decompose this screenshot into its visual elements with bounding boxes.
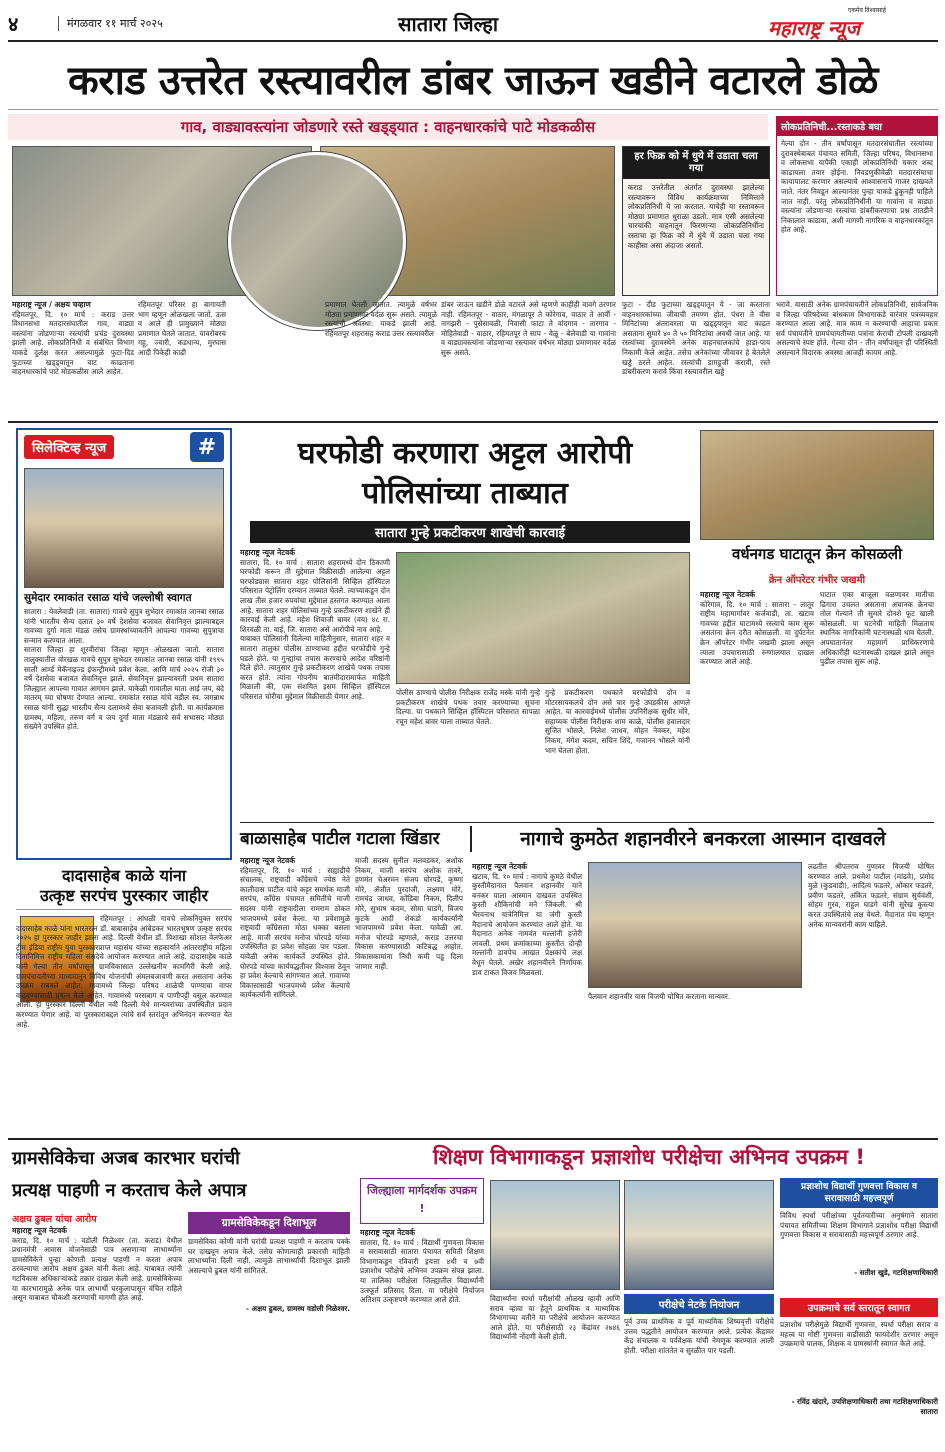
lead-headline-band: [8, 48, 938, 110]
politics-text: रहिमतपूर, दि. १० मार्च : सह्याद्रीचे संचालक, राष्ट्रवादी काँग्रेसचे ज्येष्ठ नेते कालीदास पाटील यांचे कट्टर समर्थक माजी सरपंच, काँग्रेस पंचायत समितीचे माजी सदस्य यांनी राष्ट्रवादीला रामराम ठोकत भाजपमध्ये प्रवेश केला. या प्रवेशामुळे राष्ट्रवादी काँग्रेसला मोठा धक्का बसला आहे. माजी सरपंच मनोज घोरपडे यांच्या उपस्थितीत हा प्रवेश सोहळा पार पडला. यावेळी अनेक कार्यकर्ते उपस्थित होते. घोरपडे यांच्या कार्यपद्धतीवर विश्वास ठेवून हा प्रवेश केल्याचे सांगण्यात आले. गावाच्या विकासासाठी भाजपमध्ये प्रवेश केल्याचे कार्यकर्त्यांनी सांगितले.: [240, 865, 350, 1000]
exam-box-2-title: प्रज्ञाशोध विद्यार्थी गुणवत्ता विकास व सरावासाठी महत्त्वपूर्ण: [780, 1178, 938, 1208]
arrest-subhead-text: सातारा गुन्हे प्रकटीकरण शाखेची कारवाई: [375, 526, 565, 541]
crane-body-text: कोरेगाव, दि. १० मार्च : सातारा - लातूर राष्ट्रीय महामार्गावर कर्जवाडी, ता. खटाव गावच्या हद्दीत घाटामध्ये रस्त्याचे काम सुरू असताना क्रेन दरीत कोसळली. या दुर्घटनेत क्रेन ऑपरेटर गंभीर जखमी झाला असून त्याला उपचारासाठी रुग्णालयात दाखल करण्यात आले आहे. घाटात एका बाजूला वळणावर मातीचा ढिगारा उचलत असताना अचानक क्रेनचा तोल गेल्याने ती सुमारे दोनशे फूट खाली कोसळली. या घटनेची माहिती मिळताच स्थानिक नागरिकांनी घटनास्थळी धाव घेतली. अपघातानंतर महामार्ग प्राधिकरणाचे अधिकारीही घटनास्थळी दाखल झाले असून पुढील तपास सुरू आहे.: [700, 590, 934, 667]
right-box: [776, 116, 938, 296]
selective-title-bar: [18, 430, 230, 464]
wrestling-byline: महाराष्ट्र न्यूज नेटवर्क: [472, 862, 528, 871]
lead-col-2: रहिमतपूर परिसर हा बागायती भाग म्हणून ओळखला जातो. ऊस व आले ही प्रामुख्याने मोठ्या प्रमाणात घेतले जातात. यावरोबरच गहू, ज्वारी, कडधान्य, मुरघास आदी पिकेही काढी: [138, 300, 226, 357]
exam-box-1-title: परीक्षेचे नेटके नियोजन: [624, 1294, 774, 1314]
gramsevika-signature: - अक्षय ढुबल, ग्रामस्थ वडोली निळेश्वर.: [246, 1304, 350, 1313]
exam-box-2-body: विविध स्पर्धा परीक्षांच्या पूर्वतयारीच्या अनुषंगाने सातारा पंचायत समितीच्या शिक्षण विभागाने प्रज्ञाशोध परीक्षा विद्यार्थी गुणवत्ता विकास व सरावासाठी महत्त्वपूर्ण ठरणार आहे.: [780, 1211, 938, 1240]
gramsevika-headline-1: ग्रामसेविकेचा अजब कारभार घरांची: [12, 1148, 240, 1169]
issue-date: मंगळवार ११ मार्च २०२५: [58, 16, 163, 31]
exam-box-3-title: उपक्रमाचे सर्व स्तरातून स्वागत: [780, 1298, 938, 1317]
arrest-subhead: [250, 521, 690, 543]
shikshan-col-1: [360, 1228, 484, 1446]
wrestling-caption: पैलवान शहानवीर यास विजयी घोषित करताना मान्यवर.: [588, 992, 731, 1001]
shikshan-side-head: जिल्ह्याला मार्गदर्शक उपक्रम !: [360, 1178, 484, 1224]
wrestling-headline: नागाचे कुमठेत शहानवीरने बनकरला आस्मान दाखवले: [470, 826, 934, 852]
lead-headline: कराड उत्तरेत रस्त्यावरील डांबर जाऊन खडीने वटारले डोळे: [68, 58, 878, 104]
award-headline-1: दादासाहेब काळे यांना: [61, 866, 187, 885]
selective-news: [16, 428, 232, 860]
crane-photo: [700, 430, 934, 540]
politics-headline: बाळासाहेब पाटील गटाला खिंडार: [240, 829, 440, 849]
lead-byline: महाराष्ट्र न्यूज / अक्षय चव्हाण: [12, 300, 91, 309]
exam-box-3-signature: - रविंद्र खंदारे, उपशिक्षणाधिकारी तथा गटशिक्षणाधिकारी सातारा: [791, 1397, 938, 1416]
lead-col-4: डांबर जाऊन खडीने डोळे वटारले असे म्हणणे काहीही वावगे ठरणार नाही. रहिमतपूर - वाठार, मंगळापूर ते कोरेगाव, वाठार ते आर्वी - नागझरी - पुसेसावळी, निवासी फाटा ते वांदगाव - तारगाव - मोहितेवाडी - वाठार, रहिमतपूर ते साप - वेळू - बेलेवाडी या गावांना व वाड्यावस्त्यांना जोडणाऱ्या रस्त्यावर वर्षभर मोठ्या प्रमाणावर वर्दळ सुरू असते.: [441, 300, 616, 357]
gramsevika-box-body: ग्रामसेविका कोणी यांनी घरांची प्रत्यक्ष पाहणी न करताच पक्के घर दाखवून अपात्र केले. तसेच कोणत्याही प्रकारची माहिती लाभार्थ्यांना दिली नाही. त्यामुळे लाभार्थ्यांची दिशाभूल झाली असल्याचे ढुबल यांनी सांगितले.: [188, 1237, 350, 1275]
politics-byline: महाराष्ट्र न्यूज नेटवर्क: [240, 856, 296, 865]
lead-col1-text: रहिमतपूर, दि. १० मार्च : कराड उत्तर विधानसभा मतदारसंघातील गाव, वाड्या वस्त्यांना जोडणाऱ्या रस्त्यांची प्रचंड दुरावस्था झाली आहे. लोकप्रतिनिधी व संबंधित विभाग याकडे दुर्लक्ष करत असल्यामुळे फुटा-दिड फुटाच्या खड्ड्यातून वाट काढताना वाहनधारकांचे पाटे मोडकळीस आले आहेत.: [12, 309, 134, 377]
exam-box-2-signature: - सतीश खुडे, गटशिक्षणाधिकारी: [854, 1268, 938, 1277]
selective-headline: सुमेदार रमाकांत रसाळ यांचे जल्लोषी स्वागत: [24, 592, 192, 604]
award-headline-2: उत्कृष्ट सरपंच पुरस्कार जाहीर: [16, 886, 232, 910]
crane-subhead: क्रेन ऑपरेटर गंभीर जखमी: [768, 575, 866, 586]
right-box-body-2: भरावे. यासाठी अनेक ग्रामपंचायतीने लोकप्रतिनिधी, सार्वजनिक व जिल्हा परिषदेच्या बांधकाम विभागाकडे वारंवार पत्रव्यवहार करण्यात आला आहे. मात्र काम न करण्याची आहाचा प्रकार सर्व पंचायतीने ग्रामपंचायतीच्या पत्रांना केराची टोपली दाखवली असल्याचे स्पष्ट होते. गेल्या दोन - तीन वर्षांपासून ही परिस्थिती असल्याने विदारक अवस्था आजही कायम आहे.: [776, 300, 938, 357]
hindi-quote-body: कराड उत्तरेतील अंतर्गत दुरावस्था झालेल्या रस्त्यावरून विविध कार्यक्रमाच्या निमित्ताने लोकप्रतिनिधी ये जा करतात. याचेही या रस्तावरून मोठ्या प्रमाणात धुराळा उडतो. मात्र एसी असलेल्या चारचाकी वाहनातून फिरणाऱ्या लोकप्रतिनिधींना रस्ताचा हा फिक्र को में धुंये में उडाता चला गया काहीसा असा अंदाजा असतो.: [628, 183, 764, 250]
lead-subhead: गाव, वाड्यावस्त्यांना जोडणारे रस्ते खड्ड्यात : वाहनधारकांचे पाटे मोडकळीस: [180, 118, 596, 136]
wrestling-col-3: लढतीत श्रीपतराव गुणावर विजयी घोषित करण्यात आले. प्रथमेश पाटील (मांढवे), प्रमोद मुळे (कुडवाडी), आदित्य फडतरे, ओंकार फडतरे, प्रवीण फडतरे, अंकित फडतरे, संग्राम सुर्यवंशी, सोहम गुरव, राहुल घाडगे यांनी सुरेख कुस्त्या करत उपस्थितांचे लक्ष वेधले. मैदानात पंच म्हणून अनेक मान्यवरांनी काम पाहिले.: [808, 862, 934, 929]
arrest-col-1: [240, 548, 390, 814]
shikshan-headline: शिक्षण विभागाकडून प्रज्ञाशोध परीक्षेचा अभिनव उपक्रम !: [433, 1145, 865, 1169]
divider-1: [8, 421, 938, 423]
gramsevika-box-title: ग्रामसेविकेकडून दिशाभूल: [188, 1212, 350, 1234]
award-body: रहिमतपूर : आंधळी गावचे लोकनियुक्त सरपंच दादासाहेब काळे यांना भारतरत्न डॉ. बाबासाहेब आंबेडकर भारतभूषण उत्कृष्ट सरपंच २०२५ हा पुरस्कार जाहीर झाला आहे. दिल्ली येथील डॉ. विशाखा सोशल वेलफेअर ट्रीम इंडिया राष्ट्रीय युवा पुरस्कारप्राप्त महासंघ यांच्या सहकार्याने आंतरराष्ट्रीय महिला दिनानिमित्त राष्ट्रीय महिला संसदेचे आयोजन करण्यात आले आहे. दादासाहेब काळे यांनी गेल्या तीन वर्षांपासून ग्रामविकासात उल्लेखनीय कामगिरी केली आहे. ग्रामपंचायतीच्या माध्यमातून विविध योजनांची अंमलबजावणी करत असताना अनेक उपक्रम राबवले आहेत. गावामध्ये जिल्हा परिषद शाळेची पाण्याचा वापर वाढवण्यासाठी प्रयत्न केले आहेत. गावामध्ये परसबाग व पाणीपट्टी वसूल करण्यात आली. हा पुरस्कार दिल्ली येथील नवी दिल्ली येथे मान्यवरांच्या उपस्थितीत प्रदान करण्यात येणार आहे. या पुरस्काराबद्दल त्यांचे सर्व स्तरांतून अभिनंदन करण्यात येत आहे.: [16, 914, 232, 1029]
exam-box-2: [780, 1178, 938, 1294]
selective-body: सातारा : येवलेवाडी (ता. सातारा) गावचे सुपुत्र सुभेदार रमाकांत जानबा रसाळ यांनी भारतीय सैन्य दलात ३० वर्षे देशसेवा बजावत सेवानिवृत्त झाल्याबद्दल गावच्या दुर्गा माता मंडळ तसेच ग्रामस्थांच्यावतीने आपल्या गावच्या सुपुत्राचा सन्मान करण्यात आला. सातारा जिल्हा हा शूरवीरांचा जिल्हा म्हणून ओळखला जातो. सातारा तालुक्यातील वोरखळ गावचे सुपुत्र सुभेदार रमाकांत जानबा रसाळ यांनी १९९५ साली आर्म्ड मेकॅनाइज्ड इंफन्ट्रीमध्ये प्रवेश केला. आणि मार्च २०२५ रोजी ३० वर्षे देशसेवा बजावत सेवानिवृत्त झाले. सेवानिवृत्त झाल्यावरती प्रथम सातारा जिल्ह्यात आपल्या गावात आगमन झाले. याकेळी गावातील माता आई जय, बंदे मातरम् च्या घोषणा देण्यात आल्या. रमाकांत रसाळ यांचे वडील स्व. जगन्नाथ रसाळ यांनी सुद्धा भारतीय सैन्य दलामध्ये सेवा बजावली होती. या कार्यक्रमास ग्रामस्थ, महिला, तरुण वर्ग व जय दुर्गा माता मंडळाचे सर्व सभासद मोठ्या संख्येने उपस्थित होते.: [24, 607, 224, 732]
gramsevika-byline: महाराष्ट्र न्यूज नेटवर्क: [12, 1226, 68, 1235]
brand-logo: महाराष्ट्र न्यूज: [768, 16, 861, 40]
exam-photo-2: [624, 1180, 774, 1290]
arrest-headline-1: घरफोडी करणारा अट्टल आरोपी: [297, 436, 633, 471]
hindi-quote-box: [622, 146, 770, 296]
arrest-headline-2: पोलिसांच्या ताब्यात: [362, 476, 568, 511]
gramsevika-text: कराड, दि. १० मार्च : वडोली निळेश्वर (ता. कराड) येथील प्रधानमंत्री आवास योजनेसाठी पात्र असणाऱ्या लाभार्थ्यांना ग्रामसेविकेने पुन्हा कोणती प्रत्यक्ष पाहणी न करता अपात्र ठरवल्याचा आरोप अक्षय ढुबल यांनी केला आहे. याबाबत त्यांनी गटविकास अधिकाऱ्यांकडे तक्रार दाखल केली आहे. ग्रामसेविकेच्या या कारभारामुळे अनेक पात्र लाभार्थी घरकुलापासून वंचित राहिले असून याबाबत चौकशी करण्याची मागणी होत आहे.: [12, 1235, 182, 1303]
selective-photo: [24, 468, 224, 588]
crane-byline: महाराष्ट्र न्यूज नेटवर्क: [700, 590, 756, 599]
gramsevika-col-1: [12, 1226, 182, 1446]
exam-box-1-body: पूर्व उच्च प्राथमिक व पूर्व माध्यमिक शिष्यवृत्ती परीक्षेचे उत्तम पद्धतीने आयोजन करण्यात आले. प्रत्येक केंद्रावर केंद्र संचालक व पर्यवेक्षक यांची नेमणूक करण्यात आली होती. परीक्षा शांततेत व सुरळीत पार पडली.: [624, 1317, 774, 1355]
hashtag-icon: #: [190, 432, 224, 462]
crane-headline: वर्धनगड घाटातून क्रेन कोसळली: [732, 545, 902, 563]
brand-tag: एकमेव विश्वासार्ह: [848, 7, 886, 14]
gramsevika-sub: अक्षय ढुबल यांचा आरोप: [12, 1214, 97, 1225]
exam-box-1: [624, 1294, 774, 1446]
arrest-caption-right: गुन्हे प्रकटीकरण पथकाने घरफोडीचे दोन व मोटरसायकलचे दोन असे चार गुन्हे उघडकीस आणले आहेत. या कारवाईमध्ये पोलीस उपनिरीक्षक सुधीर मोरे, सहाय्यक पोलीस निरीक्षक शाम काळे, पोलीस हवालदार सुजित भोसले, निलेश जाधव, मोहन नेवकर, महेश निकम, मंगेश कदम, सचिन शिंदे, गजानन भोसले यांनी भाग घेतला होता.: [545, 688, 690, 755]
masthead: [8, 6, 938, 42]
shikshan-caption: विद्यार्थ्यांना स्पर्धा परीक्षांची ओळख व्हावी आणि सराव व्हावा या हेतूने प्राथमिक व माध्यमिक विभागाच्या वतीने या परीक्षेचे आयोजन करण्यात आले होते. या परीक्षेसाठी २३ केंद्रांवर २७४६ विद्यार्थ्यांनी नोंदणी केली होती.: [490, 1294, 620, 1342]
gramsevika-headline-2: प्रत्यक्ष पाहणी न करताच केले अपात्र: [12, 1180, 247, 1201]
crane-body: [700, 590, 934, 816]
hindi-quote-title: हर फिक्र को में धुये में उडाता चला गया: [623, 147, 769, 179]
wrestling-col-1: [472, 862, 582, 1134]
shikshan-byline: महाराष्ट्र न्यूज नेटवर्क: [360, 1228, 416, 1237]
politics-col-1: [240, 856, 350, 1134]
wrestling-photo: [588, 862, 802, 988]
politics-col-2: माजी सदस्य सुनील मलवडकर, अशोक निकम, माजी सरपंच अशोक तावरे, हणमंत चेअरमन संजय घोरपडे, कृष्णा मोरे, ॲजीत पुरदाजी, लक्ष्मण मोरे, रामचंद्र जाधव, कोंडिबा निकम, दिलीप मोरे, सुभाष कदम, सोमा घाडगे, विजय कुटके आदी शेकडो कार्यकर्त्यांनी भाजपामध्ये प्रवेश केला. यावेळी आ. मनोज घोरपडे म्हणाले, कराड उत्तरचा विकास करण्यासाठी कटिबद्ध आहोत. विकासकामांना निधी कमी पडू दिला जाणार नाही.: [355, 856, 463, 971]
selective-title: सिलेक्टिव्ह न्यूज: [24, 435, 114, 459]
page-number: ४: [8, 12, 19, 36]
arrest-byline: महाराष्ट्र न्यूज नेटवर्क: [240, 548, 296, 557]
lead-col-5: फुटा - दीड फुटाच्या खड्ड्यातून ये - जा करताना वाहनधारकांच्या जीवाची तमण्ण होत. पंधरा ते वीस मिनिटांच्या अंतरावरला या खड्ड्यातून वाट काढत असताना सुमारे ४० ते ५० मिनिटांचा अवधी जात आहे. या रस्त्यांच्या दुरावस्थेने अनेक वाहनचालकांचे हाडा-पाय निकामी केले आहेत. तसेच अनेकांच्या जीवावर हे बेतलेले खड्डे ठरले आहेत. रस्त्यांची डागडुजी करावी, रस्ते डांबरीकरण करावे किंवा रस्त्यावरील खड्डे: [622, 300, 770, 377]
exam-box-3: [780, 1298, 938, 1446]
divider-2: [240, 822, 934, 823]
lead-subhead-band: [8, 114, 768, 140]
award-story: [16, 866, 232, 1134]
right-box-title: लोकप्रतिनिधी...रस्ताकडे बघा: [777, 117, 937, 136]
lead-col-3: प्रमाणात घेतली जातात. त्यामुळे वर्षभर मोठ्या प्रमाणावर वर्दळ सुरू असते. त्यामुळे रस्त्यांची अवस्था: याकडे झाली आहे. रहिमतपूर शहरासह कराड उत्तर रस्त्यावरील: [325, 300, 437, 338]
arrest-caption-left: पोलीस ठाण्याचे पोलीस निरीक्षक राजेंद्र मस्के यांनी गुन्हे प्रकटीकरण शाखेचे पथक तयार करण्याच्या सूचना दिल्या. या पथकाने सिव्हिल हॉस्पिटल परिसरात सापळा रचून महेश बावर याला ताब्यात घेतले.: [396, 688, 540, 726]
arrest-col1-text: सातारा, दि. १० मार्च : सातारा शहरामध्ये दोन ठिकाणी घरफोडी करून ती मुद्देमाल विक्रीसाठी आलेल्या अट्टल घरफोड्यास सातारा शहर पोलिसांनी सिव्हिल हॉस्पिटल परिसरात पेट्रोलिंग दरम्यान ताब्यात घेतले. त्याच्याकडून दोन लाख तीस हजार रुपयांचा मुद्देमाल हस्तगत करण्यात आला आहे. सातारा शहर पोलिसांच्या गुन्हे प्रकटीकरण शाखेने ही कारवाई केली आहे. महेश शिवाजी बावर (वय) ४८ रा. शिरवळी ता. वाई, जि. सातारा असे आरोपीचे नाव आहे. याबाबत पोलिसांनी दिलेल्या माहितीनुसार, सातारा शहर व सातारा तालुका पोलीस ठाण्याच्या हद्दीत घरफोडीचे गुन्हे घडले होते. या गुन्ह्यांचा तपास करण्याचे आदेश वरिष्ठांनी दिले होते. त्यानुसार गुन्हे प्रकटीकरण शाखेचे पथक तपास करत होते. त्यांना गोपनीय बातमीदारामार्फत माहिती मिळाली की, एक संशयित इसम सिव्हिल हॉस्पिटल परिसरात चोरीचा मुद्देमाल विक्रीसाठी येणार आहे.: [240, 557, 390, 701]
arrest-photo: [396, 552, 690, 684]
exam-photo-1: [490, 1180, 620, 1290]
gramsevika-box: [188, 1212, 350, 1446]
right-box-body: गेल्या दोन - तीन वर्षांपासून मतदारसंघातील रस्त्यांच्या दुरावस्थेबाबत पंचायत समिती, जिल्हा परिषद, विधानसभा व लोकसभा यापैकी एकाही लोकप्रतिनिधी चकार शब्द काढायला तयार होईना. निवडणुकीवेळी मतदारसंघाचा कायापालट करणार असल्याचे आश्वासनाचे गाजर दाखवले जाते. नंतर निवडून आल्यानंतर पुन्हा याकडे ढुंकूनही पाहिले जात नाही. परंतु लोकप्रतिनिधींनी या गावांना व वाड्या वस्त्यांना जोडणाऱ्या रस्त्यांचा डांबरीकरणाचा प्रश्न तातडीने निकालात काढावा, अशी मागणी नागरिक व वाहनधारकांतून होत आहे.: [781, 139, 933, 235]
shikshan-text: सातारा, दि. १० मार्च : विद्यार्थी गुणवत्ता विकास व सरावासाठी सातारा पंचायत समिती शिक्षण विभागाकडून रविवारी इयत्ता ४थी व ७वी प्रज्ञाशोध परीक्षेचे अभिनव उपक्रम संपन्न झाला. या तालिका परीक्षेला जिल्ह्यातील विद्यार्थ्यांनी उत्स्फूर्त प्रतिसाद दिला. या परीक्षेचे नियोजन अतिशय उत्कृष्टपणे करण्यात आले होते.: [360, 1237, 484, 1305]
section-title: सातारा जिल्हा: [398, 12, 499, 36]
exam-box-3-body: प्रज्ञाशोध परीक्षेमुळे विद्यार्थी गुणवत्ता, स्पर्धा परीक्षा सराव व महत्त्व या गोष्टी गुणवत्ता वाढीसाठी फायदेशीर ठरणार असून उपक्रमाचे पालक, शिक्षक व ग्रामस्थांनी स्वागत केले आहे.: [780, 1320, 938, 1349]
lead-col-1: [12, 300, 134, 418]
wrestling-text: खटाव, दि. १० मार्च : नागाचे कुमठे येथील कुस्तीमैदानात पैलवान शहानवीर याने बनकर याला आस्मान दाखवत उपस्थित कुस्ती शौकिनांची मने जिंकली. श्री भैरवनाथ यात्रेनिमित्त या जंगी कुस्ती मैदानाचे आयोजन करण्यात आले होते. या मैदानात अनेक नामवंत मल्लांनी हजेरी लावली. प्रथम क्रमांकाच्या कुस्तीत दोन्ही मल्लांनी डावपेच आखत प्रेक्षकांचे लक्ष वेधून घेतले. अखेर शहानवीरने निर्णायक डाव टाकत विजय मिळवला.: [472, 871, 582, 977]
